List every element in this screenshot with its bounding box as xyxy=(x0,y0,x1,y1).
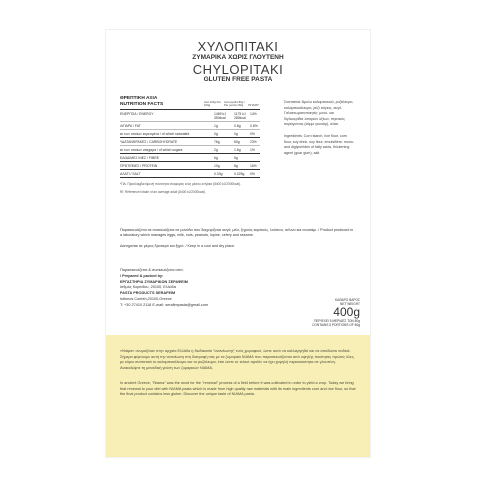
manufacturer-name-greek: ΕΡΓΑΣΤΗΡΙΑ ΖΥΜΑΡΙΚΩΝ ΣΕΡΑΦΕΙΜ xyxy=(120,279,188,284)
product-subtitle-english: GLUTEN FREE PASTA xyxy=(203,76,273,83)
nutrition-row-label: εκ των οποίων κορεσμένα / of which saturated xyxy=(120,131,190,136)
allergen-greek: Παρασκευάζεται σε συσκευάζεται σε μονάδα που διαχειρίζεται αυγά, μέλι, ξηρούς καρπούς, λούπινο, σέλινο και σουσάμι. xyxy=(120,228,318,232)
nutrition-row-per-portion: 1175 kJ 280kcal xyxy=(234,111,246,120)
nutrition-row-per-portion: 60g xyxy=(234,139,240,144)
manufacturer-address-greek: Ισθμός Κορίνθου, 20100, Ελλάδα xyxy=(120,285,177,290)
manufacturer-block xyxy=(120,268,260,309)
nutrition-row-per-portion: 1.6g xyxy=(234,147,241,152)
nutrition-row xyxy=(120,122,260,130)
nutrition-row-label: εκ των οποίων σάκχαρα / of which sugars xyxy=(120,147,183,152)
product-title-english: CHYLOPITAKI xyxy=(192,62,284,77)
nutrition-row-per100: 2g xyxy=(214,147,218,152)
nutrition-col-ri: %ΠΑ/RI* xyxy=(248,102,260,107)
ingredients-greek: Συστατικά: Άμυλο καλαμποκιού, ρυζάλευρο, καλαμποκάλευρο, ρύζι σόγιας, αυγό. Γαλακτωματοποιητές: μονο- και διγλυκερίδια λιπαρών οξέων, πηκτικός παράγοντας (κόμμι γκουάρ), αλάτι. xyxy=(284,100,354,127)
nutrition-row-label: ΑΛΑΤΙ / SALT xyxy=(120,171,141,176)
nutrition-row-ri: 16% xyxy=(250,163,257,168)
nutrition-note-english: RI: Reference intake of an average adult (8400 kJ/2000kcal). xyxy=(120,190,206,195)
manufacturer-contact: T: +30 27410 2118 E-mail: serafimpasta@gmail.com xyxy=(120,302,209,307)
product-subtitle-greek: ΖΥΜΑΡΙΚΑ ΧΩΡΙΣ ΓΛΟΥΤΕΝΗ xyxy=(192,54,284,61)
nutrition-row-label: ΕΝΕΡΓΕΙΑ / ENERGY xyxy=(120,111,154,116)
nutrition-row-per100: 6g xyxy=(214,155,218,160)
nutrition-row xyxy=(120,154,260,162)
nutrition-row xyxy=(120,138,260,146)
nutrition-row-per100: 76g xyxy=(214,139,220,144)
nutrition-row-label: ΥΔΑΤΑΝΘΡΑΚΕΣ / CARBOHYDRATE xyxy=(120,139,178,144)
nutrition-row-per100: 10g xyxy=(214,163,220,168)
nutrition-row-per100: 1g xyxy=(214,123,218,128)
nutrition-row-ri: 0% xyxy=(250,131,255,136)
package-white-section xyxy=(106,30,370,335)
product-title-greek: ΧΥΛΟΠΙΤΑΚΙ xyxy=(197,39,279,54)
nutrition-row xyxy=(120,170,260,178)
nutrition-rows xyxy=(120,110,260,178)
manufacturer-address-english: Isthmos Corinth,20100,Greece xyxy=(120,296,172,301)
nutrition-heading-english: NUTRITION FACTS xyxy=(120,101,164,107)
nutrition-row-ri: 0% xyxy=(250,171,255,176)
nutrition-row xyxy=(120,130,260,138)
nutrition-row-ri: 23% xyxy=(250,139,257,144)
brand-story-greek: «Νιάμα» ονομαζόταν στην αρχαία Ελλάδα η διαδικασία "ανανέωσης" ενός χωραφιού, ώστε αυτό να καλλιεργηθεί και να αποδώσει σοδειά. Σήμερα φέρνουμε αυτή την ανανέωση στη διατροφή σας με τα ζυμαρικά NIAMA που παρασκευάζονται από υψηλής ποιότητας πρώτες ύλες, με κύριο συστατικό το καλαμποκάλευρο και το ρυζάλευρο, έτσι ώστε το τελικό προϊόν να έχει χαμηλή περιεκτικότητα σε γλουτένη. Ανακαλύψτε τη μοναδική γεύση των ζυμαρικών NIAMA. xyxy=(120,349,355,371)
nutrition-table xyxy=(120,96,260,195)
nutrition-row-ri: 0.8% xyxy=(250,123,258,128)
package-yellow-section xyxy=(106,335,370,457)
net-weight-block xyxy=(278,298,360,327)
nutrition-row-per100: 0.03g xyxy=(214,171,223,176)
net-weight-value: 400g xyxy=(333,305,360,319)
nutrition-row xyxy=(120,110,260,122)
nutrition-heading-greek: ΘΡΕΠΤΙΚΗ ΑΞΙΑ xyxy=(120,96,158,101)
brand-story-english: In ancient Greece, "Niama" was the word for the "renewal" process of a field before it was cultivated in order to yield a crop. Today we bring that renewal to your diet with NIAMA pasta which is made from high quality raw materials with its main ingredients corn and rice flour, so that the final product contains less gluten. Discover the unique taste of NIAMA pasta. xyxy=(120,380,356,397)
nutrition-col-per-portion: Ανά μερίδα 80g / Per portion 80g xyxy=(224,99,245,107)
nutrition-row xyxy=(120,162,260,170)
package-back xyxy=(106,30,370,457)
nutrition-row xyxy=(120,146,260,154)
nutrition-row-per-portion: 0g xyxy=(234,131,238,136)
nutrition-row-per-portion: 5g xyxy=(234,155,238,160)
allergen-block: Παρασκευάζεται σε συσκευάζεται σε μονάδα που διαχειρίζεται αυγά, μέλι, ξηρούς καρπούς, λούπινο, σέλινο και σουσάμι. / Product produced in a laboratory which manages eggs, milk, nuts, peanuts, lupine, celery and sesame. Διατηρείται σε μέρος δροσερό και ξηρό. / Keep in a cool and dry place. xyxy=(120,228,356,252)
nutrition-note-greek: *ΠΑ: Προσλαμβανόμενη ποσότητα αναφοράς ενός μέσου ενήλικα (8400 kJ/2000kcal). xyxy=(120,182,241,187)
nutrition-row-label: ΠΡΩΤΕΪΝΕΣ / PROTEIN xyxy=(120,163,158,168)
nutrition-row-per-portion: 0.025g xyxy=(234,171,245,176)
nutrition-row-label: ΛΙΠΑΡΑ / FAT xyxy=(120,123,141,128)
nutrition-row-per-portion: 0.8g xyxy=(234,123,241,128)
ingredients-english: Ingredients: Corn starch, rice flour, corn flour, soy drink, soy flour, emulsifiers: mono- and diglycerides of fatty acids, thickening agent (guar gum), salt. xyxy=(284,133,354,155)
nutrition-row-ri: 1% xyxy=(250,147,255,152)
nutrition-row-per-portion: 8g xyxy=(234,163,238,168)
manufacturer-line-greek: Παρασκευάζεται & συσκευάζεται από: xyxy=(120,268,184,272)
nutrition-row-label: ΕΔΩΔΙΜΕΣ ΙΝΕΣ / FIBRE xyxy=(120,155,159,160)
nutrition-row-per100: 1469 kJ 350kcal xyxy=(214,111,226,120)
nutrition-row-ri xyxy=(250,156,260,160)
manufacturer-line-english: / Prepared & packed by: xyxy=(120,273,164,278)
allergen-english: Product produced in a laboratory which manages eggs, milk, nuts, peanuts, lupine, celery and sesame. xyxy=(120,228,354,238)
nutrition-header xyxy=(120,96,260,110)
brand-story xyxy=(120,349,356,407)
portions-greek: ΠΕΡΙΕΧΕΙ 5 ΜΕΡΙΔΕΣ ΤΩΝ 80g xyxy=(314,319,360,323)
ingredients-block xyxy=(284,100,354,162)
portions-english: CONTAINS 5 PORTIONS OF 80g xyxy=(312,323,360,328)
nutrition-row-per100: 0g xyxy=(214,131,218,136)
nutrition-row-ri: 14% xyxy=(250,111,257,116)
storage-instructions: Διατηρείται σε μέρος δροσερό και ξηρό. / Keep in a cool and dry place. xyxy=(120,243,236,248)
net-weight-label-english: NET WEIGHT xyxy=(340,302,360,306)
nutrition-col-per100: Ανά 100g Per 100g xyxy=(204,99,221,107)
manufacturer-name-english: PASTA PRODUCTS SERAFEIM xyxy=(120,291,176,296)
net-weight-label-greek: ΚΑΘΑΡΟ ΒΑΡΟΣ xyxy=(334,298,360,302)
product-title-block xyxy=(106,40,370,84)
